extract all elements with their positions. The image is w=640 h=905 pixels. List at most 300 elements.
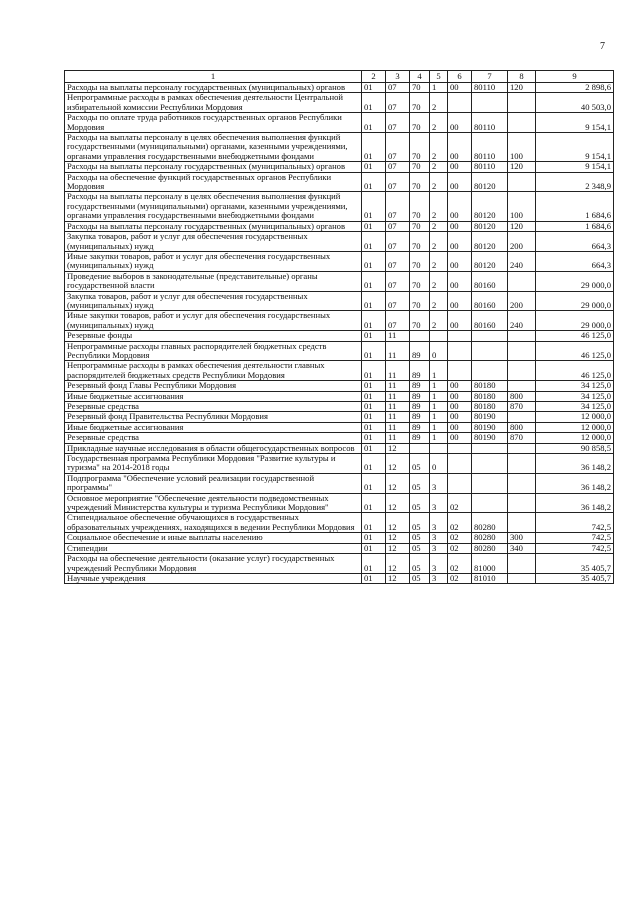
row-code-cell xyxy=(410,331,430,341)
row-code-cell: 120 xyxy=(508,162,536,172)
row-code-cell: 01 xyxy=(362,402,386,412)
row-code-cell: 80190 xyxy=(472,412,508,422)
column-header: 6 xyxy=(448,71,472,83)
row-code-cell: 12 xyxy=(386,454,410,474)
row-amount-cell: 36 148,2 xyxy=(536,493,614,513)
table-row xyxy=(65,381,614,391)
row-code-cell: 80280 xyxy=(472,543,508,553)
row-amount-cell: 34 125,0 xyxy=(536,391,614,401)
row-amount-cell: 9 154,1 xyxy=(536,113,614,133)
row-name-cell: Резервные средства xyxy=(65,402,362,412)
row-code-cell: 80120 xyxy=(472,251,508,271)
row-code-cell: 11 xyxy=(386,412,410,422)
row-code-cell: 07 xyxy=(386,162,410,172)
table-row xyxy=(65,192,614,221)
row-code-cell: 80160 xyxy=(472,291,508,311)
row-code-cell xyxy=(472,443,508,453)
table-row xyxy=(65,311,614,331)
row-code-cell: 11 xyxy=(386,361,410,381)
row-code-cell: 01 xyxy=(362,543,386,553)
row-code-cell: 01 xyxy=(362,232,386,252)
row-code-cell: 1 xyxy=(430,422,448,432)
row-name-cell: Стипендии xyxy=(65,543,362,553)
row-code-cell: 70 xyxy=(410,251,430,271)
row-code-cell: 70 xyxy=(410,133,430,162)
row-code-cell: 01 xyxy=(362,172,386,192)
row-code-cell: 07 xyxy=(386,83,410,93)
table-row xyxy=(65,232,614,252)
row-code-cell: 300 xyxy=(508,533,536,543)
row-code-cell: 00 xyxy=(448,221,472,231)
row-code-cell: 01 xyxy=(362,133,386,162)
row-code-cell: 00 xyxy=(448,133,472,162)
row-code-cell: 05 xyxy=(410,454,430,474)
row-code-cell: 05 xyxy=(410,513,430,533)
row-name-cell: Резервные средства xyxy=(65,433,362,443)
row-code-cell: 00 xyxy=(448,391,472,401)
row-code-cell: 01 xyxy=(362,221,386,231)
row-code-cell xyxy=(448,341,472,361)
row-code-cell xyxy=(430,331,448,341)
row-code-cell: 00 xyxy=(448,402,472,412)
row-code-cell: 89 xyxy=(410,402,430,412)
row-amount-cell: 36 148,2 xyxy=(536,473,614,493)
row-code-cell: 1 xyxy=(430,381,448,391)
row-code-cell: 3 xyxy=(430,493,448,513)
row-code-cell: 01 xyxy=(362,83,386,93)
row-amount-cell: 34 125,0 xyxy=(536,381,614,391)
table-header-row xyxy=(65,71,614,83)
row-code-cell: 81000 xyxy=(472,554,508,574)
row-name-cell: Научные учреждения xyxy=(65,573,362,583)
row-name-cell: Закупка товаров, работ и услуг для обеспечения государственных (муниципальных) нужд xyxy=(65,232,362,252)
row-code-cell: 01 xyxy=(362,251,386,271)
table-row xyxy=(65,543,614,553)
row-code-cell: 02 xyxy=(448,533,472,543)
row-code-cell xyxy=(448,473,472,493)
row-code-cell: 01 xyxy=(362,513,386,533)
row-amount-cell: 12 000,0 xyxy=(536,412,614,422)
table-row xyxy=(65,533,614,543)
row-code-cell xyxy=(448,454,472,474)
row-code-cell: 80110 xyxy=(472,162,508,172)
row-name-cell: Иные бюджетные ассигнования xyxy=(65,422,362,432)
row-code-cell: 89 xyxy=(410,361,430,381)
row-name-cell: Расходы на обеспечение деятельности (оказание услуг) государственных учреждений Республики Мордовия xyxy=(65,554,362,574)
row-code-cell: 00 xyxy=(448,192,472,221)
row-name-cell: Иные закупки товаров, работ и услуг для обеспечения государственных (муниципальных) нужд xyxy=(65,251,362,271)
row-code-cell: 80190 xyxy=(472,422,508,432)
row-name-cell: Резервный фонд Главы Республики Мордовия xyxy=(65,381,362,391)
row-code-cell: 0 xyxy=(430,341,448,361)
column-header: 5 xyxy=(430,71,448,83)
row-code-cell: 07 xyxy=(386,251,410,271)
row-code-cell: 2 xyxy=(430,192,448,221)
row-code-cell: 01 xyxy=(362,433,386,443)
row-code-cell: 01 xyxy=(362,192,386,221)
row-code-cell xyxy=(410,443,430,453)
row-code-cell: 02 xyxy=(448,493,472,513)
row-code-cell: 2 xyxy=(430,162,448,172)
row-code-cell: 01 xyxy=(362,113,386,133)
row-code-cell xyxy=(508,341,536,361)
row-code-cell xyxy=(508,113,536,133)
row-code-cell: 12 xyxy=(386,543,410,553)
row-amount-cell: 29 000,0 xyxy=(536,291,614,311)
row-amount-cell: 664,3 xyxy=(536,232,614,252)
row-code-cell: 80120 xyxy=(472,232,508,252)
row-code-cell xyxy=(508,172,536,192)
row-code-cell: 2 xyxy=(430,311,448,331)
row-code-cell: 80160 xyxy=(472,311,508,331)
table-row xyxy=(65,251,614,271)
row-code-cell xyxy=(508,381,536,391)
table-row xyxy=(65,573,614,583)
table-row xyxy=(65,493,614,513)
row-code-cell: 70 xyxy=(410,162,430,172)
row-code-cell: 80120 xyxy=(472,221,508,231)
row-code-cell: 1 xyxy=(430,391,448,401)
row-code-cell: 80120 xyxy=(472,192,508,221)
row-code-cell: 07 xyxy=(386,291,410,311)
row-name-cell: Стипендиальное обеспечение обучающихся в государственных образовательных учреждениях, находящихся в ведении Республики Мордовия xyxy=(65,513,362,533)
row-amount-cell: 36 148,2 xyxy=(536,454,614,474)
column-header: 7 xyxy=(472,71,508,83)
column-header: 8 xyxy=(508,71,536,83)
row-code-cell: 01 xyxy=(362,573,386,583)
row-name-cell: Социальное обеспечение и иные выплаты населению xyxy=(65,533,362,543)
row-code-cell: 05 xyxy=(410,543,430,553)
row-code-cell: 12 xyxy=(386,573,410,583)
row-amount-cell: 742,5 xyxy=(536,543,614,553)
row-code-cell xyxy=(448,93,472,113)
row-code-cell: 70 xyxy=(410,232,430,252)
row-amount-cell: 664,3 xyxy=(536,251,614,271)
table-row xyxy=(65,361,614,381)
row-code-cell xyxy=(472,341,508,361)
row-code-cell: 01 xyxy=(362,291,386,311)
table-row xyxy=(65,221,614,231)
row-code-cell: 89 xyxy=(410,422,430,432)
row-amount-cell: 29 000,0 xyxy=(536,311,614,331)
row-code-cell: 70 xyxy=(410,113,430,133)
row-name-cell: Иные бюджетные ассигнования xyxy=(65,391,362,401)
row-amount-cell: 35 405,7 xyxy=(536,573,614,583)
row-amount-cell: 90 858,5 xyxy=(536,443,614,453)
row-amount-cell: 742,5 xyxy=(536,533,614,543)
row-code-cell: 07 xyxy=(386,172,410,192)
row-code-cell: 80280 xyxy=(472,513,508,533)
table-row xyxy=(65,172,614,192)
row-amount-cell: 1 684,6 xyxy=(536,221,614,231)
row-code-cell: 02 xyxy=(448,513,472,533)
table-row xyxy=(65,391,614,401)
row-code-cell: 00 xyxy=(448,232,472,252)
row-name-cell: Резервный фонд Правительства Республики Мордовия xyxy=(65,412,362,422)
row-code-cell: 89 xyxy=(410,391,430,401)
row-code-cell: 800 xyxy=(508,391,536,401)
column-header: 1 xyxy=(65,71,362,83)
row-name-cell: Непрограммные расходы главных распорядителей бюджетных средств Республики Мордовия xyxy=(65,341,362,361)
row-code-cell: 100 xyxy=(508,192,536,221)
row-amount-cell: 2 898,6 xyxy=(536,83,614,93)
table-row xyxy=(65,402,614,412)
row-amount-cell: 46 125,0 xyxy=(536,361,614,381)
row-code-cell xyxy=(508,454,536,474)
row-code-cell: 01 xyxy=(362,381,386,391)
table-row xyxy=(65,513,614,533)
row-code-cell xyxy=(508,513,536,533)
row-amount-cell: 46 125,0 xyxy=(536,341,614,361)
row-code-cell: 01 xyxy=(362,271,386,291)
row-code-cell: 100 xyxy=(508,133,536,162)
row-code-cell: 00 xyxy=(448,172,472,192)
row-code-cell: 70 xyxy=(410,192,430,221)
table-row xyxy=(65,83,614,93)
row-code-cell: 00 xyxy=(448,433,472,443)
table-row xyxy=(65,412,614,422)
row-code-cell: 3 xyxy=(430,533,448,543)
row-code-cell: 01 xyxy=(362,473,386,493)
row-code-cell: 00 xyxy=(448,83,472,93)
column-header: 4 xyxy=(410,71,430,83)
row-code-cell: 80180 xyxy=(472,391,508,401)
row-code-cell: 01 xyxy=(362,443,386,453)
row-code-cell xyxy=(508,93,536,113)
row-code-cell: 340 xyxy=(508,543,536,553)
row-code-cell: 70 xyxy=(410,311,430,331)
row-name-cell: Прикладные научные исследования в области общегосударственных вопросов xyxy=(65,443,362,453)
row-code-cell: 3 xyxy=(430,543,448,553)
row-code-cell: 12 xyxy=(386,533,410,543)
row-amount-cell: 1 684,6 xyxy=(536,192,614,221)
row-code-cell: 07 xyxy=(386,113,410,133)
row-code-cell xyxy=(508,554,536,574)
row-code-cell: 00 xyxy=(448,311,472,331)
row-code-cell: 11 xyxy=(386,331,410,341)
row-code-cell: 01 xyxy=(362,162,386,172)
page-number: 7 xyxy=(600,41,605,52)
table-row xyxy=(65,433,614,443)
row-name-cell: Проведение выборов в законодательные (представительные) органы государственной власти xyxy=(65,271,362,291)
table-row xyxy=(65,341,614,361)
budget-table xyxy=(64,70,614,584)
row-amount-cell: 9 154,1 xyxy=(536,133,614,162)
row-code-cell xyxy=(508,473,536,493)
row-amount-cell: 34 125,0 xyxy=(536,402,614,412)
row-code-cell: 120 xyxy=(508,221,536,231)
row-code-cell xyxy=(508,271,536,291)
row-code-cell: 11 xyxy=(386,341,410,361)
row-code-cell: 12 xyxy=(386,493,410,513)
row-code-cell: 02 xyxy=(448,573,472,583)
row-code-cell: 05 xyxy=(410,573,430,583)
row-code-cell: 80120 xyxy=(472,172,508,192)
row-code-cell: 01 xyxy=(362,554,386,574)
row-amount-cell: 29 000,0 xyxy=(536,271,614,291)
row-code-cell: 07 xyxy=(386,271,410,291)
row-code-cell: 80280 xyxy=(472,533,508,543)
row-code-cell: 2 xyxy=(430,93,448,113)
row-amount-cell: 46 125,0 xyxy=(536,331,614,341)
row-code-cell: 01 xyxy=(362,533,386,543)
row-name-cell: Расходы на выплаты персоналу в целях обеспечения выполнения функций государственными (муниципальными) органами, казенными учреждениями, органами управления государственными внебюджетными фондами xyxy=(65,133,362,162)
row-name-cell: Расходы на выплаты персоналу государственных (муниципальных) органов xyxy=(65,162,362,172)
row-name-cell: Расходы на выплаты персоналу государственных (муниципальных) органов xyxy=(65,83,362,93)
row-amount-cell: 12 000,0 xyxy=(536,422,614,432)
row-code-cell: 07 xyxy=(386,311,410,331)
column-header: 9 xyxy=(536,71,614,83)
row-code-cell xyxy=(508,361,536,381)
row-code-cell xyxy=(448,361,472,381)
row-name-cell: Закупка товаров, работ и услуг для обеспечения государственных (муниципальных) нужд xyxy=(65,291,362,311)
row-name-cell: Расходы на обеспечение функций государственных органов Республики Мордовия xyxy=(65,172,362,192)
row-code-cell xyxy=(472,361,508,381)
row-code-cell: 70 xyxy=(410,221,430,231)
row-code-cell: 89 xyxy=(410,381,430,391)
row-code-cell: 00 xyxy=(448,251,472,271)
row-code-cell xyxy=(508,493,536,513)
table-row xyxy=(65,422,614,432)
row-code-cell: 00 xyxy=(448,271,472,291)
row-name-cell: Расходы на выплаты персоналу в целях обеспечения выполнения функций государственными (муниципальными) органами, казенными учреждениями, органами управления государственными внебюджетными фондами xyxy=(65,192,362,221)
row-name-cell: Непрограммные расходы в рамках обеспечения деятельности Центральной избирательной комиссии Республики Мордовия xyxy=(65,93,362,113)
row-code-cell: 01 xyxy=(362,412,386,422)
row-code-cell: 07 xyxy=(386,93,410,113)
table-row xyxy=(65,554,614,574)
row-code-cell xyxy=(472,93,508,113)
row-code-cell: 89 xyxy=(410,412,430,422)
row-amount-cell: 742,5 xyxy=(536,513,614,533)
row-amount-cell: 35 405,7 xyxy=(536,554,614,574)
row-code-cell: 2 xyxy=(430,251,448,271)
table-row xyxy=(65,271,614,291)
table-row xyxy=(65,291,614,311)
row-code-cell xyxy=(448,443,472,453)
row-name-cell: Государственная программа Республики Мордовия "Развитие культуры и туризма" на 2014-2018 годы xyxy=(65,454,362,474)
row-code-cell xyxy=(448,331,472,341)
row-code-cell: 1 xyxy=(430,433,448,443)
row-code-cell: 200 xyxy=(508,232,536,252)
row-code-cell xyxy=(430,443,448,453)
row-code-cell: 01 xyxy=(362,391,386,401)
row-code-cell: 70 xyxy=(410,93,430,113)
row-code-cell: 870 xyxy=(508,433,536,443)
row-code-cell: 07 xyxy=(386,221,410,231)
row-code-cell: 07 xyxy=(386,192,410,221)
row-code-cell xyxy=(508,412,536,422)
row-code-cell: 12 xyxy=(386,554,410,574)
row-code-cell: 81010 xyxy=(472,573,508,583)
row-code-cell: 01 xyxy=(362,93,386,113)
row-code-cell: 240 xyxy=(508,311,536,331)
table-row xyxy=(65,93,614,113)
row-code-cell: 70 xyxy=(410,291,430,311)
table-row xyxy=(65,113,614,133)
row-code-cell: 01 xyxy=(362,454,386,474)
row-code-cell: 01 xyxy=(362,331,386,341)
row-code-cell xyxy=(472,454,508,474)
row-code-cell: 80110 xyxy=(472,83,508,93)
row-code-cell: 2 xyxy=(430,172,448,192)
row-code-cell: 00 xyxy=(448,162,472,172)
row-code-cell: 3 xyxy=(430,473,448,493)
row-name-cell: Непрограммные расходы в рамках обеспечения деятельности главных распорядителей бюджетных средств Республики Мордовия xyxy=(65,361,362,381)
row-name-cell: Расходы по оплате труда работников государственных органов Республики Мордовия xyxy=(65,113,362,133)
row-code-cell xyxy=(508,573,536,583)
row-code-cell: 1 xyxy=(430,83,448,93)
row-code-cell: 1 xyxy=(430,361,448,381)
row-code-cell: 2 xyxy=(430,291,448,311)
row-code-cell xyxy=(472,473,508,493)
row-code-cell: 12 xyxy=(386,513,410,533)
row-code-cell: 12 xyxy=(386,473,410,493)
row-code-cell: 11 xyxy=(386,381,410,391)
row-code-cell: 3 xyxy=(430,573,448,583)
row-name-cell: Резервные фонды xyxy=(65,331,362,341)
row-code-cell: 89 xyxy=(410,341,430,361)
row-code-cell xyxy=(508,331,536,341)
row-code-cell: 05 xyxy=(410,493,430,513)
row-code-cell: 12 xyxy=(386,443,410,453)
row-code-cell: 11 xyxy=(386,422,410,432)
row-code-cell: 80190 xyxy=(472,433,508,443)
row-code-cell: 2 xyxy=(430,232,448,252)
row-code-cell: 1 xyxy=(430,402,448,412)
row-amount-cell: 2 348,9 xyxy=(536,172,614,192)
row-code-cell: 11 xyxy=(386,391,410,401)
row-code-cell: 05 xyxy=(410,554,430,574)
row-code-cell xyxy=(508,443,536,453)
row-amount-cell: 40 503,0 xyxy=(536,93,614,113)
row-code-cell xyxy=(472,493,508,513)
row-code-cell: 00 xyxy=(448,412,472,422)
row-code-cell: 0 xyxy=(430,454,448,474)
row-code-cell: 240 xyxy=(508,251,536,271)
table-row xyxy=(65,443,614,453)
row-code-cell: 11 xyxy=(386,402,410,412)
row-code-cell: 800 xyxy=(508,422,536,432)
row-code-cell: 70 xyxy=(410,83,430,93)
row-code-cell: 70 xyxy=(410,172,430,192)
table-row xyxy=(65,454,614,474)
row-code-cell: 120 xyxy=(508,83,536,93)
row-name-cell: Основное мероприятие "Обеспечение деятельности подведомственных учреждений Министерства культуры и туризма Республики Мордовия" xyxy=(65,493,362,513)
row-code-cell: 1 xyxy=(430,412,448,422)
row-code-cell: 02 xyxy=(448,554,472,574)
row-code-cell: 11 xyxy=(386,433,410,443)
row-code-cell: 01 xyxy=(362,361,386,381)
row-code-cell: 870 xyxy=(508,402,536,412)
row-code-cell: 01 xyxy=(362,422,386,432)
row-code-cell xyxy=(472,331,508,341)
row-code-cell: 05 xyxy=(410,473,430,493)
row-code-cell: 80110 xyxy=(472,133,508,162)
row-code-cell: 01 xyxy=(362,493,386,513)
row-code-cell: 07 xyxy=(386,133,410,162)
row-code-cell: 2 xyxy=(430,113,448,133)
table-row xyxy=(65,331,614,341)
table-row xyxy=(65,473,614,493)
row-code-cell: 200 xyxy=(508,291,536,311)
row-amount-cell: 9 154,1 xyxy=(536,162,614,172)
row-code-cell: 01 xyxy=(362,341,386,361)
row-name-cell: Подпрограмма "Обеспечение условий реализации государственной программы" xyxy=(65,473,362,493)
row-code-cell: 02 xyxy=(448,543,472,553)
row-code-cell: 2 xyxy=(430,221,448,231)
row-code-cell: 2 xyxy=(430,133,448,162)
row-code-cell: 00 xyxy=(448,422,472,432)
